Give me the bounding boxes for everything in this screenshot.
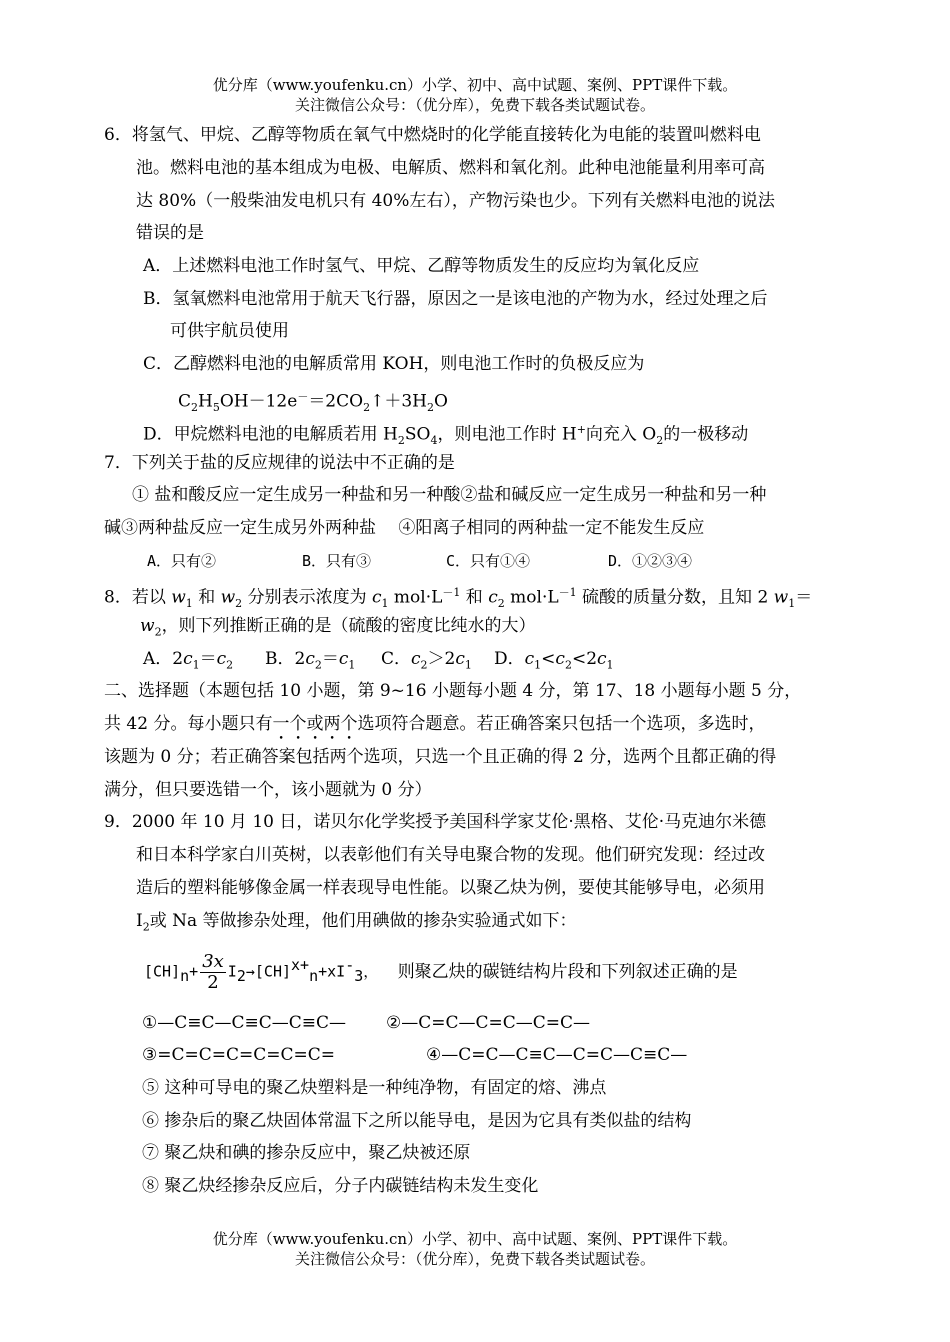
q7-option-a: A．只有② <box>147 552 217 570</box>
header-line-1: 优分库（www.youfenku.cn）小学、初中、高中试题、案例、PPT课件下载。 <box>212 76 738 94</box>
header-line-2: 关注微信公众号：（优分库），免费下载各类试题试卷。 <box>294 96 655 114</box>
q9-statement-2: ②—C=C—C=C—C=C— <box>386 1013 591 1033</box>
q8-line-1: 8．若以 $w_1$ 和 $w_2$ 分别表示浓度为 $c_1$ $mol\cdot L^{-1}$ 和 $c_2$ $mol\cdot L^{-1}$ 硫酸的质量分数，且知 2 $w_1=$ <box>104 586 813 611</box>
q9-statement-4: ④—C=C—C≡C—C=C—C≡C— <box>426 1045 688 1065</box>
q8-option-d: D．$c_1<c_2<2c_1$ <box>494 649 614 672</box>
equation-question: 则聚乙炔的碳链结构片段和下列叙述正确的是 <box>397 961 738 982</box>
q9-statement-7: ⑦ 聚乙炔和碘的掺杂反应中，聚乙炔被还原 <box>142 1143 471 1163</box>
doping-equation: $[CH]_n+$ $\frac{3x}{2}$ $I_2\to[CH]^{x+}_n+xI^-_3$， 则聚乙炔的碳链结构片段和下列叙述正确的是 <box>144 950 738 993</box>
footer-line-1: 优分库（www.youfenku.cn）小学、初中、高中试题、案例、PPT课件下载。 <box>212 1230 738 1248</box>
q6-line-1: 6．将氢气、甲烷、乙醇等物质在氧气中燃烧时的化学能直接转化为电能的装置叫燃料电 <box>104 125 761 145</box>
q7-line-3: 碱③两种盐反应一定生成另外两种盐 ④阳离子相同的两种盐一定不能发生反应 <box>104 518 705 538</box>
q7-line-1: 7．下列关于盐的反应规律的说法中不正确的是 <box>104 453 455 473</box>
q7-option-b: B．只有③ <box>302 552 372 570</box>
q8-line-2: $w_2$，则下列推断正确的是（硫酸的密度比纯水的大） <box>140 616 536 639</box>
q6-option-d: D．甲烷燃料电池的电解质若用 $H_2SO_4$，则电池工作时 H+向充入 $O_2$的一极移动 <box>143 423 749 448</box>
q9-statement-5: ⑤ 这种可导电的聚乙炔塑料是一种纯净物，有固定的熔、沸点 <box>142 1078 607 1098</box>
q9-line-4: $I_2$或 Na 等做掺杂处理，他们用碘做的掺杂实验通式如下： <box>136 911 577 934</box>
q8-option-a: A．$2c_1=c_2$ <box>143 649 234 672</box>
footer-line-2: 关注微信公众号：（优分库），免费下载各类试题试卷。 <box>294 1250 655 1268</box>
q6-option-b-line-2: 可供宇航员使用 <box>170 321 289 341</box>
section-2-line-2: 共 42 分。每小题只有一个或两个选项符合题意。若正确答案只包括一个选项，多选时， <box>104 714 766 734</box>
q7-option-c: C．只有①④ <box>446 552 531 570</box>
equation-fraction: $\frac{3x}{2}$ <box>202 950 224 993</box>
q9-statement-8: ⑧ 聚乙炔经掺杂反应后，分子内碳链结构未发生变化 <box>142 1176 539 1196</box>
emphasis-one-or-two: 一个或两个 <box>272 714 358 734</box>
q9-line-1: 9．2000 年 10 月 10 日，诺贝尔化学奖授予美国科学家艾伦·黑格、艾伦·马克迪尔米德 <box>104 812 767 832</box>
q6-line-4: 错误的是 <box>136 223 204 243</box>
q6-option-c-equation: $C_2H_5OH-12e^-=2CO_2↑+3H_2O$ <box>178 390 448 415</box>
q9-line-3: 造后的塑料能够像金属一样表现导电性能。以聚乙炔为例，要使其能够导电，必须用 <box>136 878 765 898</box>
q6-line-3: 达 80%（一般柴油发电机只有 40%左右），产物污染也少。下列有关燃料电池的说法 <box>136 191 775 211</box>
q6-option-c-line-1: C．乙醇燃料电池的电解质常用 KOH，则电池工作时的负极反应为 <box>143 354 645 374</box>
q9-statement-3: ③=C=C=C=C=C=C= <box>142 1045 335 1065</box>
section-2-line-1: 二、选择题（本题包括 10 小题，第 9~16 小题每小题 4 分，第 17、18 小题每小题 5 分， <box>104 681 802 701</box>
q9-statement-1: ①—C≡C—C≡C—C≡C— <box>142 1013 347 1033</box>
q7-option-d: D．①②③④ <box>608 552 693 570</box>
q6-option-b-line-1: B．氢氧燃料电池常用于航天飞行器，原因之一是该电池的产物为水，经过处理之后 <box>143 289 768 309</box>
q6-line-2: 池。燃料电池的基本组成为电极、电解质、燃料和氧化剂。此种电池能量利用率可高 <box>136 158 765 178</box>
section-2-line-4: 满分，但只要选错一个，该小题就为 0 分） <box>104 780 432 800</box>
q6-option-a: A．上述燃料电池工作时氢气、甲烷、乙醇等物质发生的反应均为氧化反应 <box>143 256 700 276</box>
q7-line-2: ① 盐和酸反应一定生成另一种盐和另一种酸②盐和碱反应一定生成另一种盐和另一种 <box>132 485 767 505</box>
q9-statement-6: ⑥ 掺杂后的聚乙炔固体常温下之所以能导电，是因为它具有类似盐的结构 <box>142 1111 692 1131</box>
q8-option-b: B．$2c_2=c_1$ <box>265 649 356 672</box>
section-2-line-3: 该题为 0 分；若正确答案包括两个选项，只选一个且正确的得 2 分，选两个且都正确的得 <box>104 747 777 767</box>
q9-line-2: 和日本科学家白川英树，以表彰他们有关导电聚合物的发现。他们研究发现：经过改 <box>136 845 765 865</box>
q8-option-c: C．$c_2>2c_1$ <box>381 649 472 672</box>
